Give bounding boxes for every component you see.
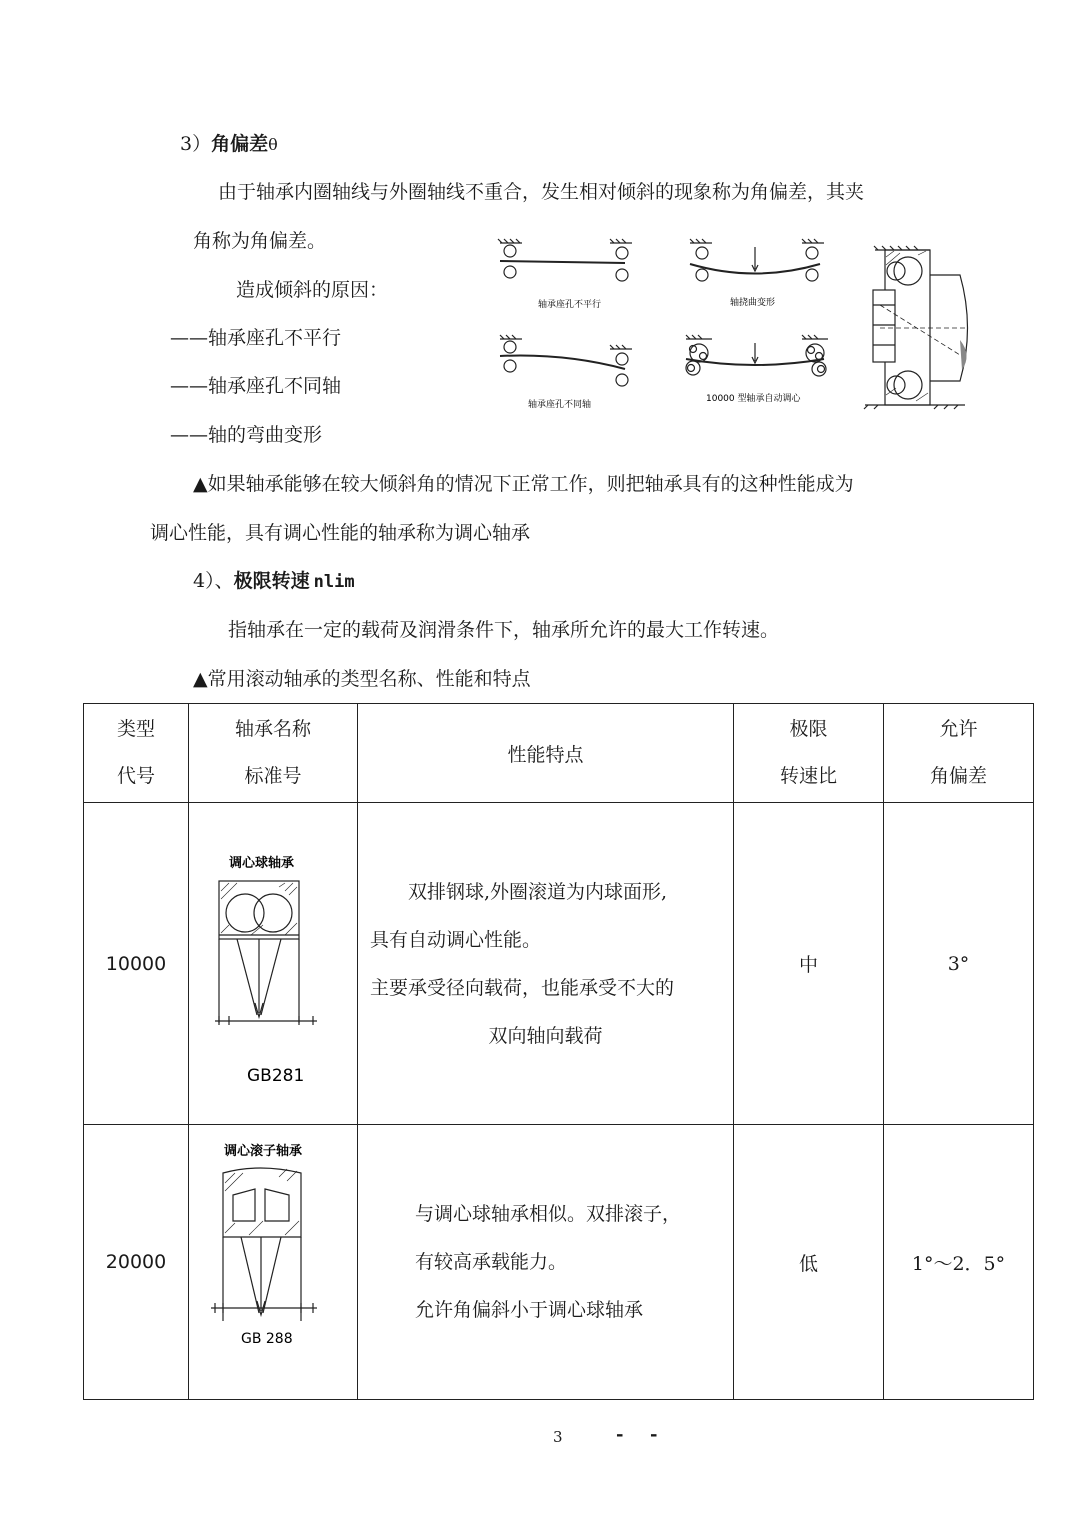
heading-symbol: θ xyxy=(268,135,278,154)
header-type-code: 类型 代号 xyxy=(84,704,189,803)
header-angle-deviation: 允许 角偏差 xyxy=(884,704,1034,803)
page-number: 3 xyxy=(553,1428,563,1446)
features-cell xyxy=(358,803,734,1125)
table-row xyxy=(84,1125,1034,1400)
bearing-name-cell xyxy=(189,1125,358,1400)
misalignment-figure xyxy=(490,235,840,415)
header-features: 性能特点 xyxy=(358,704,734,803)
para1-line2: 角称为角偏差。 xyxy=(193,230,327,252)
note-line2: 调心性能，具有调心性能的轴承称为调心轴承 xyxy=(150,522,531,544)
section4-heading xyxy=(193,569,355,594)
figure-caption: 轴挠曲变形 xyxy=(730,298,776,308)
heading-number: 4）、 xyxy=(193,570,234,592)
heading-text: 极限转速 xyxy=(233,570,310,592)
feature-line: 双向轴向载荷 xyxy=(488,1024,603,1047)
para1-line1: 由于轴承内圈轴线与外圈轴线不重合，发生相对倾斜的现象称为角偏差，其夹 xyxy=(218,181,865,203)
header-name-standard: 轴承名称 标准号 xyxy=(189,704,358,803)
figure-caption: 轴承座孔不同轴 xyxy=(528,400,592,410)
type-code: 10000 xyxy=(84,803,189,1125)
section3-heading xyxy=(180,132,278,157)
bearing-section-figure xyxy=(860,245,975,413)
self-aligning-ball-bearing-drawing xyxy=(189,803,358,1124)
features-cell xyxy=(358,1125,734,1400)
feature-line: 主要承受径向载荷，也能承受不大的 xyxy=(370,976,675,999)
figure-caption: 10000 型轴承自动调心 xyxy=(706,394,801,404)
table-header-row xyxy=(84,704,1034,803)
feature-line: 有较高承载能力。 xyxy=(415,1251,568,1273)
feature-line: 与调心球轴承相似。双排滚子， xyxy=(415,1203,682,1225)
bearing-name-cell xyxy=(189,803,358,1125)
drawing-title: 调心球轴承 xyxy=(229,856,295,871)
spherical-roller-bearing-drawing xyxy=(189,1125,358,1399)
type-code: 20000 xyxy=(84,1125,189,1400)
footer-dash: - xyxy=(616,1424,624,1445)
header-speed-ratio: 极限 转速比 xyxy=(734,704,884,803)
feature-line: 具有自动调心性能。 xyxy=(370,928,542,951)
section4-para: 指轴承在一定的载荷及润滑条件下，轴承所允许的最大工作转速。 xyxy=(228,619,780,641)
speed-ratio: 低 xyxy=(734,1125,884,1400)
causes-title: 造成倾斜的原因： xyxy=(236,279,389,301)
table-title: ▲常用滚动轴承的类型名称、性能和特点 xyxy=(193,668,531,690)
figure-caption: 轴承座孔不平行 xyxy=(538,300,602,310)
standard-number: GB281 xyxy=(247,1066,305,1086)
heading-symbol: nlim xyxy=(313,572,355,592)
table-row xyxy=(84,803,1034,1125)
feature-line: 允许角偏斜小于调心球轴承 xyxy=(415,1299,644,1321)
cause-item: ——轴的弯曲变形 xyxy=(170,424,323,446)
footer-dash: - xyxy=(650,1424,658,1445)
angle-deviation: 3° xyxy=(884,803,1034,1125)
note-line1: ▲如果轴承能够在较大倾斜角的情况下正常工作，则把轴承具有的这种性能成为 xyxy=(193,473,854,495)
cause-item: ——轴承座孔不同轴 xyxy=(170,375,342,397)
bearing-types-table xyxy=(83,703,1034,1400)
standard-number: GB 288 xyxy=(241,1331,293,1347)
drawing-title: 调心滚子轴承 xyxy=(224,1144,303,1159)
speed-ratio: 中 xyxy=(734,803,884,1125)
heading-text: 角偏差 xyxy=(211,133,269,155)
feature-line: 双排钢球,外圈滚道为内球面形, xyxy=(370,880,668,903)
cause-item: ——轴承座孔不平行 xyxy=(170,327,342,349)
angle-deviation: 1°～2．5° xyxy=(884,1125,1034,1400)
heading-number: 3） xyxy=(180,133,212,155)
